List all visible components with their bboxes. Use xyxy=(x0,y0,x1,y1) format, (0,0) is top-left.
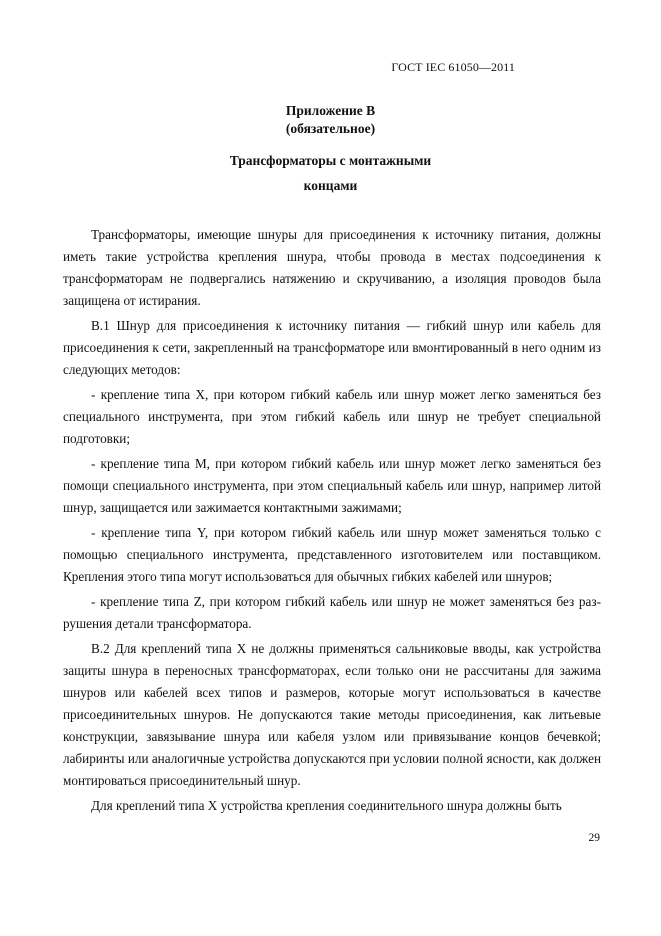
paragraph-intro: Трансформаторы, имеющие шнуры для присоединения к источнику питания, должны иметь такие устройства крепления шнура, чтобы провода в местах подсоединения к трансформаторам не подвергались натяжению и скручиванию, а изоляция проводов была защищена от истирания. xyxy=(63,227,601,308)
document-code: ГОСТ IEC 61050—2011 xyxy=(391,60,515,74)
list-item-type-y: - крепление типа Y, при котором гибкий кабель или шнур может заменяться только с помощью специального инструмента, представленного изготовителем или поставщиком. Крепления этого типа могут использоваться для обычных гибких кабелей или шнуров; xyxy=(63,525,601,584)
appendix-title: Приложение В xyxy=(285,103,376,118)
list-item-type-m: - крепление типа М, при котором гибкий кабель или шнур может легко заменяться без помощи специального инструмента, при этом специальный кабель или шнур, например литой шнур, защищается или зажимается контактными зажимами; xyxy=(63,456,601,515)
paragraph-b2: В.2 Для креплений типа Х не должны применяться сальниковые вводы, как устройства защиты шнура в переносных трансформаторах, если только они не рассчитаны для зажима шнуров или кабелей всех типов и размеров, которые могут использоваться в качестве присоединительных шнуров. Не допускаются такие методы присоединения, как литьевые конструкции, завязывание шнура или кабеля узлом или привязывание концов бечевкой; лабиринты или аналогичные устройства допускаются при условии полной ясности, как должен монтироваться присоединительный шнур. xyxy=(63,641,601,788)
list-item-type-x: - крепление типа Х, при котором гибкий кабель или шнур может легко заменяться без специального инструмента, при этом гибкий кабель или шнур не требует специальной подготовки; xyxy=(63,387,601,446)
paragraph-b1: В.1 Шнур для присоединения к источнику питания — гибкий шнур или кабель для присоединения к сети, закрепленный на трансформаторе или вмонтированный в него одним из следующих методов: xyxy=(63,318,601,377)
paragraph-type-x-fixing: Для креплений типа Х устройства крепления соединительного шнура должны быть xyxy=(91,798,562,813)
section-heading-line-2: концами xyxy=(303,178,358,193)
section-heading-line-1: Трансформаторы с монтажными xyxy=(229,153,432,168)
body-text xyxy=(63,224,601,820)
appendix-status: (обязательное) xyxy=(285,121,376,136)
page-number: 29 xyxy=(588,832,600,844)
list-item-type-z: - крепление типа Z, при котором гибкий кабель или шнур не может заменяться без разрушения детали трансформатора. xyxy=(63,594,601,631)
